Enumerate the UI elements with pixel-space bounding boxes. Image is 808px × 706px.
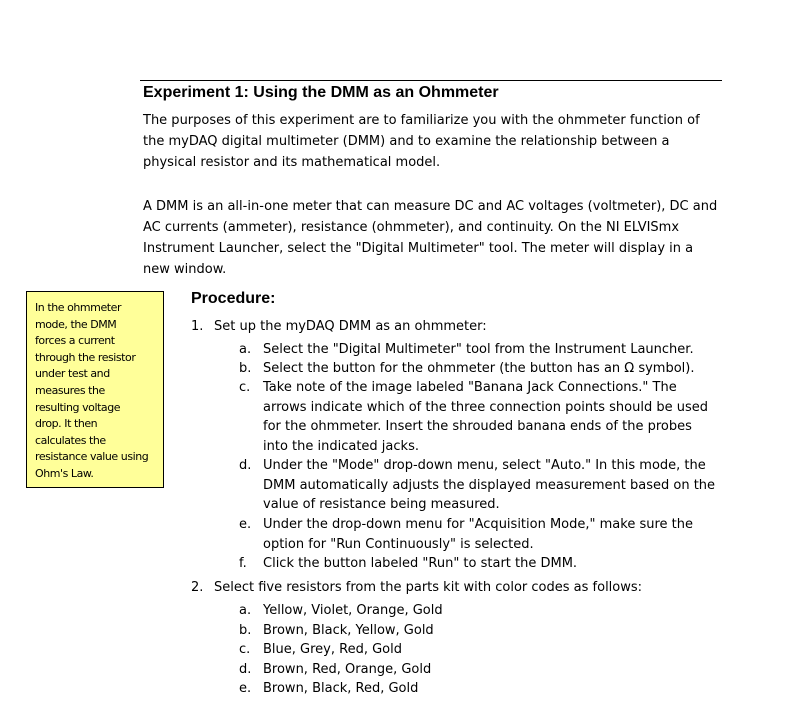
step-number: 1. [191,319,204,334]
substep-letter: e. [239,681,252,696]
note-line: mode, the DMM [35,317,117,331]
note-line: drop. It then [35,417,98,431]
description-line: A DMM is an all-in-one meter that can measure DC and AC voltages (voltmeter), DC and [143,199,718,214]
substep-text: Select the "Digital Multimeter" tool from the Instrument Launcher. [263,342,694,357]
substep-text: option for "Run Continuously" is selected. [263,537,534,552]
substep-text: Under the drop-down menu for "Acquisition Mode," make sure the [263,517,693,532]
note-line: measures the [35,383,105,397]
note-line: under test and [35,367,110,381]
substep-text: Take note of the image labeled "Banana Jack Connections." The [263,380,677,395]
substep-letter: c. [239,380,251,395]
section-title: Experiment 1: Using the DMM as an Ohmmeter [143,84,499,101]
note-line: resulting voltage [35,400,121,414]
description-line: AC currents (ammeter), resistance (ohmmeter), and continuity. On the NI ELVISmx [143,220,680,235]
substep-letter: f. [239,556,247,571]
substep-letter: d. [239,458,252,473]
section-top-rule [140,80,722,81]
procedure-heading: Procedure: [191,290,276,307]
substep-text: Select the button for the ohmmeter (the button has an Ω symbol). [263,361,695,376]
description-line: Instrument Launcher, select the "Digital Multimeter" tool. The meter will display in a [143,241,694,256]
substep-text: Brown, Black, Yellow, Gold [263,623,434,638]
substep-text: for the ohmmeter. Insert the shrouded banana ends of the probes [263,419,692,434]
substep-letter: e. [239,517,252,532]
substep-letter: d. [239,662,252,677]
substep-letter: b. [239,361,252,376]
step-number: 2. [191,580,204,595]
substep-letter: c. [239,642,251,657]
substep-text: value of resistance being measured. [263,497,500,512]
description-line: new window. [143,262,227,277]
substep-text: Under the "Mode" drop-down menu, select "Auto." In this mode, the [263,458,706,473]
substep-text: Brown, Black, Red, Gold [263,681,419,696]
intro-paragraph [143,110,728,173]
note-line: Ohm's Law. [35,466,94,480]
substep-text: Yellow, Violet, Orange, Gold [263,603,443,618]
step-text: Select five resistors from the parts kit with color codes as follows: [214,580,643,595]
note-line: In the ohmmeter [35,301,122,314]
note-line: calculates the [35,433,106,447]
note-line: through the resistor [35,350,136,364]
substep-letter: a. [239,342,252,357]
substep-text: Blue, Grey, Red, Gold [263,642,402,657]
intro-line: physical resistor and its mathematical model. [143,155,441,170]
step-text: Set up the myDAQ DMM as an ohmmeter: [214,319,487,334]
description-paragraph [143,196,728,280]
note-line: resistance value using [35,450,149,464]
note-line: forces a current [35,334,115,348]
substep-text: DMM automatically adjusts the displayed measurement based on the [263,478,716,493]
substep-text: Brown, Red, Orange, Gold [263,662,432,677]
substep-text: Click the button labeled "Run" to start the DMM. [263,556,578,571]
substep-letter: a. [239,603,252,618]
sidebar-note [26,291,164,488]
substep-text: arrows indicate which of the three connection points should be used [263,400,709,415]
substep-text: into the indicated jacks. [263,439,419,454]
substep-letter: b. [239,623,252,638]
intro-line: the myDAQ digital multimeter (DMM) and to examine the relationship between a [143,134,670,149]
intro-line: The purposes of this experiment are to familiarize you with the ohmmeter function of [143,113,700,128]
